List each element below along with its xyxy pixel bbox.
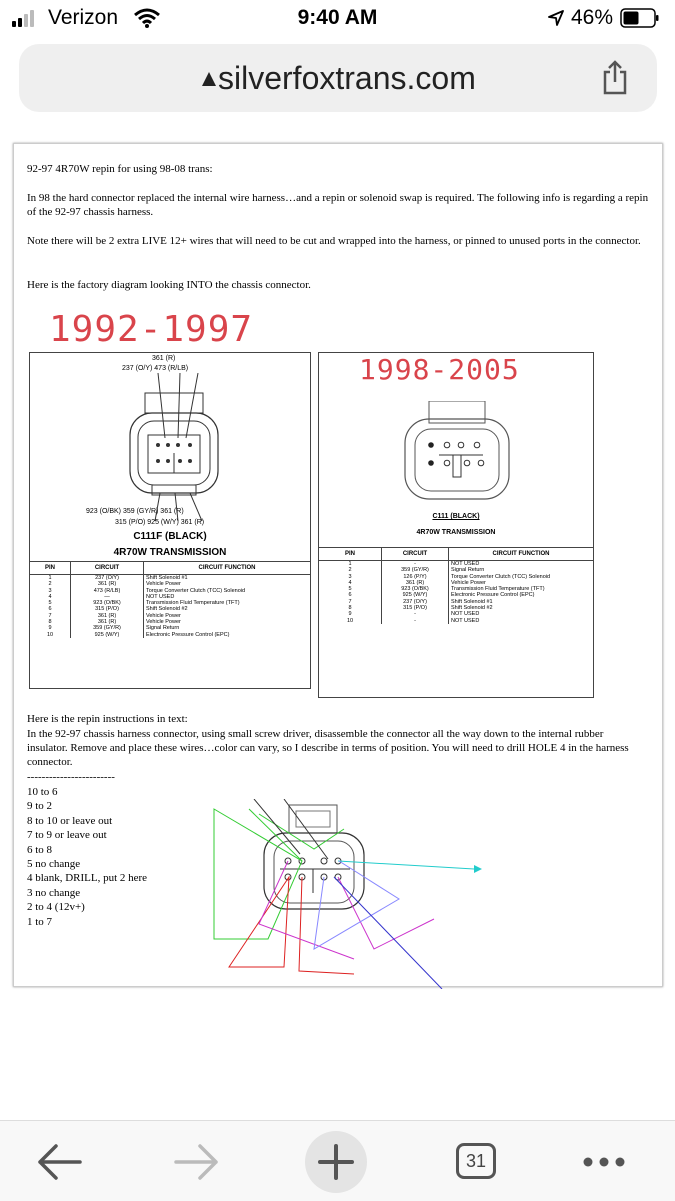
function-cell: Vehicle Power [146, 619, 181, 626]
col-function: CIRCUIT FUNCTION [144, 562, 311, 575]
step-item: 8 to 10 or leave out [27, 814, 113, 827]
circuit-cell: - [382, 561, 449, 568]
step-item: 7 to 9 or leave out [27, 829, 107, 842]
url-text[interactable]: silverfoxtrans.com [218, 60, 476, 96]
pin-cell: 1 [30, 575, 71, 582]
circuit-cell: 315 (P/O) [71, 606, 144, 612]
separator: ------------------------ [27, 771, 115, 783]
function-cell: NOT USED [451, 611, 480, 618]
top-label-2: 237 (O/Y) 473 (R/LB) [122, 365, 189, 372]
plus-icon [317, 1143, 355, 1181]
function-cell: Signal Return [451, 567, 485, 574]
status-bar [0, 0, 675, 38]
transmission-name-left: 4R70W TRANSMISSION [113, 547, 227, 558]
circuit-cell: 361 (R) [71, 613, 144, 619]
function-cell: NOT USED [451, 561, 480, 567]
repin-wiring-sketch [204, 799, 494, 989]
table-row [30, 575, 310, 582]
pin-cell: 7 [30, 613, 71, 619]
pin-cell: 4 [30, 594, 71, 600]
heading-1998-2005: 1998-2005 [359, 353, 520, 386]
heading-1992-1997: 1992-1997 [49, 309, 254, 350]
pin-cell: 9 [319, 611, 382, 617]
circuit-cell: 925 (W/Y) [382, 592, 449, 598]
pin-cell: 3 [30, 588, 71, 594]
circuit-cell: 361 (R) [382, 580, 449, 586]
instructions-body: In the 92-97 chassis harness connector, using small screw driver, disassemble the connector all the way down to the internal rubber insulator. Remove and place these wires…color can vary, so I describe in terms of position. You will need to drill HOLE 4 in the harness connector. [27, 728, 629, 768]
circuit-cell: 361 (R) [71, 619, 144, 625]
circuit-cell: 361 (R) [71, 581, 144, 587]
step-item: 1 to 7 [27, 915, 53, 928]
pin-cell: 6 [30, 606, 71, 612]
repin-steps [27, 785, 147, 929]
col-function: CIRCUIT FUNCTION [449, 548, 594, 561]
step-item: 6 to 8 [27, 843, 53, 856]
doc-paragraph-3: Here is the factory diagram looking INTO the chassis connector. [27, 279, 311, 291]
pin-cell: 2 [30, 581, 71, 587]
step-item: 2 to 4 (12v+) [27, 901, 85, 914]
pin-cell: 9 [30, 625, 71, 631]
pin-cell: 2 [319, 567, 382, 573]
function-cell: Shift Solenoid #2 [146, 606, 188, 613]
step-item: 4 blank, DRILL, put 2 here [27, 872, 148, 885]
top-label-1: 361 (R) [152, 355, 176, 362]
diagram-1992-1997 [29, 352, 311, 689]
function-cell: Electronic Pressure Control (EPC) [451, 592, 535, 599]
connector-name-left: C111F (BLACK) [133, 531, 207, 542]
circuit-cell: 925 (W/Y) [71, 632, 144, 638]
pin-table-right [319, 547, 593, 624]
transmission-name-right: 4R70W TRANSMISSION [416, 529, 496, 536]
pin-cell: 7 [319, 599, 382, 605]
step-item: 10 to 6 [27, 786, 58, 798]
function-cell: Transmission Fluid Temperature (TFT) [146, 600, 240, 607]
function-cell: Vehicle Power [146, 581, 181, 588]
battery-percent: 46% [571, 6, 614, 29]
function-cell: Shift Solenoid #1 [451, 598, 493, 605]
location-arrow-icon [548, 10, 564, 26]
function-cell: NOT USED [146, 593, 175, 600]
col-pin: PIN [30, 562, 71, 575]
col-pin: PIN [319, 548, 382, 561]
circuit-cell: - [382, 618, 449, 624]
lock-icon [202, 72, 216, 86]
browser-toolbar [0, 1120, 675, 1201]
circuit-cell: 923 (O/BK) [382, 586, 449, 592]
step-item: 5 no change [27, 857, 81, 870]
table-row [319, 561, 593, 568]
function-cell: Vehicle Power [146, 612, 181, 619]
function-cell: NOT USED [451, 617, 480, 624]
circuit-cell: 923 (O/BK) [71, 600, 144, 606]
connector-c111-drawing [397, 401, 517, 511]
bottom-label-1: 923 (O/BK) 359 (GY/R) 361 (R) [86, 508, 184, 515]
circuit-cell: 359 (GY/R) [382, 567, 449, 573]
circuit-cell: — [71, 594, 144, 600]
carrier-name: Verizon [48, 6, 119, 29]
pin-cell: 1 [319, 561, 382, 568]
function-cell: Shift Solenoid #2 [451, 605, 493, 612]
instructions-heading: Here is the repin instructions in text: [27, 713, 188, 725]
address-bar[interactable] [19, 44, 657, 112]
bottom-label-2: 315 (P/O) 925 (W/Y) 361 (R) [115, 519, 205, 526]
table-row [30, 632, 310, 638]
function-cell: Torque Converter Clutch (TCC) Solenoid [451, 573, 551, 580]
pin-cell: 6 [319, 592, 382, 598]
doc-paragraph-2: Note there will be 2 extra LIVE 12+ wires that will need to be cut and wrapped into the harness, or pinned to unused ports in the connector. [27, 235, 641, 247]
pin-table-left [30, 561, 310, 638]
circuit-cell: 237 (O/Y) [71, 575, 144, 582]
pin-cell: 4 [319, 580, 382, 586]
pin-cell: 8 [30, 619, 71, 625]
document-page [13, 143, 663, 987]
tab-switcher-button[interactable]: 31 [456, 1143, 496, 1179]
function-cell: Vehicle Power [451, 579, 486, 586]
share-icon[interactable] [601, 60, 629, 96]
clock: 9:40 AM [297, 6, 378, 29]
forward-arrow-icon[interactable] [172, 1139, 222, 1185]
circuit-cell: 359 (GY/R) [71, 625, 144, 631]
pin-cell: 8 [319, 605, 382, 611]
connector-name-right: C111 (BLACK) [432, 513, 480, 520]
step-item: 3 no change [27, 886, 81, 899]
diagram-1998-2005 [318, 352, 594, 698]
function-cell: Shift Solenoid #1 [146, 575, 188, 581]
step-item: 9 to 2 [27, 800, 53, 813]
doc-title: 92-97 4R70W repin for using 98-08 trans: [27, 163, 213, 175]
circuit-cell: - [382, 611, 449, 617]
circuit-cell: 315 (P/O) [382, 605, 449, 611]
circuit-cell: 237 (O/Y) [382, 599, 449, 605]
pin-cell: 5 [30, 600, 71, 606]
new-tab-button[interactable] [305, 1131, 367, 1193]
pin-cell: 10 [319, 618, 382, 624]
pin-cell: 5 [319, 586, 382, 592]
circuit-cell: 473 (R/LB) [71, 588, 144, 594]
col-circuit: CIRCUIT [71, 562, 144, 575]
pin-cell: 3 [319, 574, 382, 580]
function-cell: Torque Converter Clutch (TCC) Solenoid [146, 587, 246, 594]
col-circuit: CIRCUIT [382, 548, 449, 561]
battery-icon [620, 8, 660, 28]
circuit-cell: 126 (P/Y) [382, 574, 449, 580]
function-cell: Signal Return [146, 625, 180, 632]
table-row [319, 618, 593, 624]
back-arrow-icon[interactable] [34, 1139, 84, 1185]
function-cell: Electronic Pressure Control (EPC) [146, 631, 230, 638]
pin-cell: 10 [30, 632, 71, 638]
more-options-icon[interactable] [580, 1139, 630, 1185]
doc-paragraph-1: In 98 the hard connector replaced the internal wire harness…and a repin or solenoid swap is required. The following info is regarding a repin of the 92-97 chassis harness. [27, 192, 649, 218]
connector-c111f-drawing [120, 373, 230, 523]
function-cell: Transmission Fluid Temperature (TFT) [451, 586, 545, 593]
